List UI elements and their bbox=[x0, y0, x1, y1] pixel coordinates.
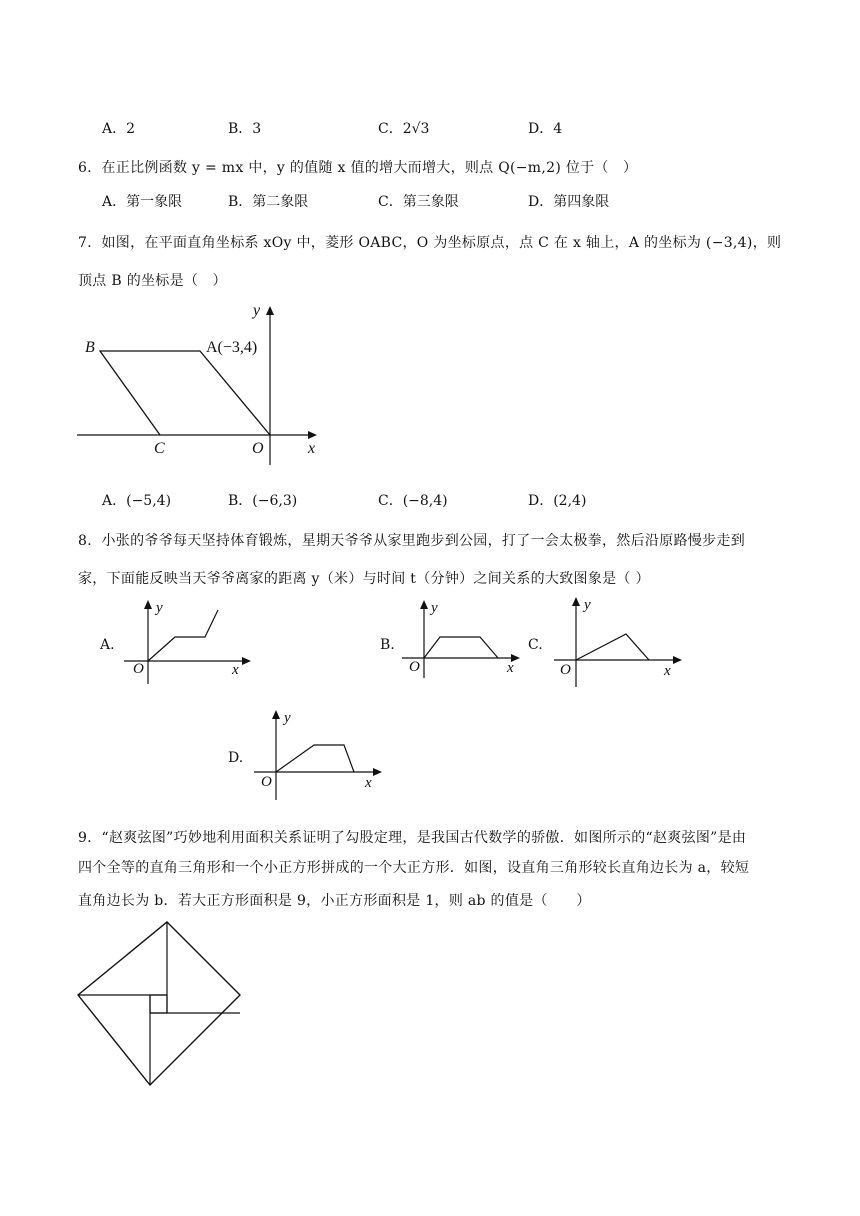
q9-question-line1: 9．“赵爽弦图”巧妙地利用面积关系证明了勾股定理，是我国古代数学的骄傲．如图所示的“赵爽弦图”是由 bbox=[78, 830, 747, 846]
q8-graph-c-o: O bbox=[560, 662, 571, 678]
q5-option-d: D．4 bbox=[528, 121, 563, 137]
q5-option-c: C．2√3 bbox=[378, 121, 430, 137]
q7-option-c: C．(−8,4) bbox=[378, 493, 448, 509]
q8-graph-a-o: O bbox=[133, 661, 144, 677]
q6-option-d: D．第四象限 bbox=[528, 194, 610, 210]
q8-graph-b-letter: B. bbox=[380, 637, 395, 653]
q8-graph-c bbox=[552, 595, 692, 687]
q8-graph-d bbox=[252, 708, 392, 800]
q8-graph-d-letter: D. bbox=[228, 750, 244, 766]
q6-option-a: A．第一象限 bbox=[102, 194, 183, 210]
q7-label-a: A(−3,4) bbox=[206, 339, 258, 356]
rhombus-diagram bbox=[70, 300, 330, 465]
zhao-shuang-diagram bbox=[70, 915, 250, 1095]
q8-graph-b-x: x bbox=[507, 660, 514, 676]
q7-figure bbox=[70, 300, 330, 465]
q7-label-y: y bbox=[253, 302, 261, 319]
q8-graph-b-o: O bbox=[409, 659, 420, 675]
q7-label-b: B bbox=[85, 339, 95, 356]
q9-question-line3: 直角边长为 b．若大正方形面积是 9，小正方形面积是 1，则 ab 的值是（ ） bbox=[78, 893, 591, 909]
q5-option-b: B．3 bbox=[228, 121, 262, 137]
q8-question-line1: 8．小张的爷爷每天坚持体育锻炼，星期天爷爷从家里跑步到公园，打了一会太极拳，然后沿原路慢步走到 bbox=[78, 533, 746, 549]
q8-graph-a-x: x bbox=[232, 662, 239, 678]
q8-graph-c-letter: C. bbox=[528, 637, 543, 653]
q5-option-a: A．2 bbox=[102, 121, 136, 137]
q8-graph-d-x: x bbox=[365, 775, 372, 791]
q8-graph-d-o: O bbox=[261, 774, 272, 790]
q8-graph-a bbox=[120, 598, 260, 684]
q7-option-a: A．(−5,4) bbox=[102, 493, 172, 509]
q7-option-b: B．(−6,3) bbox=[228, 493, 298, 509]
q7-label-c: C bbox=[154, 440, 165, 457]
q8-graph-c-y: y bbox=[584, 597, 591, 613]
q6-question: 6．在正比例函数 y = mx 中，y 的值随 x 值的增大而增大，则点 Q(−m,2) 位于（ ） bbox=[78, 160, 638, 176]
q7-label-x: x bbox=[308, 440, 316, 457]
q7-option-d: D．(2,4) bbox=[528, 493, 587, 509]
q7-question-line1: 7．如图，在平面直角坐标系 xOy 中，菱形 OABC，O 为坐标原点，点 C 在 x 轴上，A 的坐标为 (−3,4)，则 bbox=[78, 235, 782, 251]
q8-graph-b-y: y bbox=[431, 600, 438, 616]
q9-question-line2: 四个全等的直角三角形和一个小正方形拼成的一个大正方形．如图，设直角三角形较长直角边长为 a，较短 bbox=[78, 860, 750, 876]
q8-graph-a-letter: A. bbox=[100, 637, 115, 653]
q7-question-line2: 顶点 B 的坐标是（ ） bbox=[78, 273, 227, 289]
q8-question-line2: 家，下面能反映当天爷爷离家的距离 y（米）与时间 t（分钟）之间关系的大致图象是（ ） bbox=[78, 571, 650, 587]
q8-graph-a-y: y bbox=[156, 600, 163, 616]
q8-graph-b bbox=[400, 598, 530, 684]
q6-option-b: B．第二象限 bbox=[228, 194, 309, 210]
q8-graph-c-x: x bbox=[664, 663, 671, 679]
q8-graph-d-y: y bbox=[284, 710, 291, 726]
q7-label-o: O bbox=[252, 440, 264, 457]
q6-option-c: C．第三象限 bbox=[378, 194, 459, 210]
